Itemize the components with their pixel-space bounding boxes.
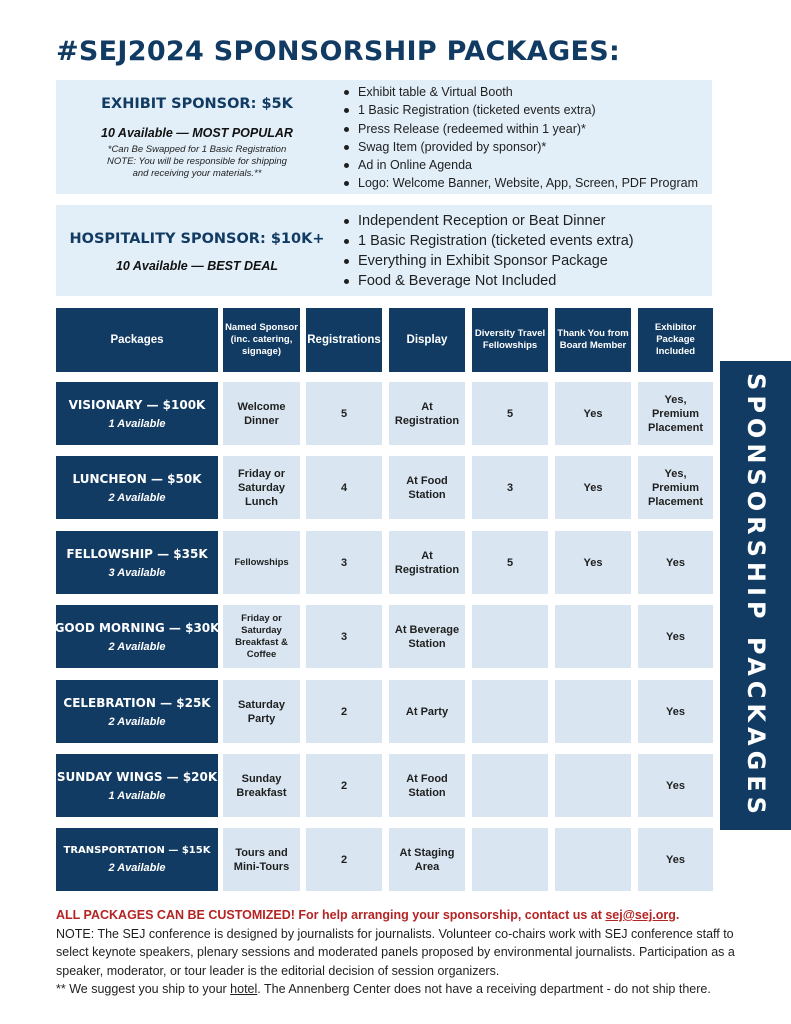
callout-end: . bbox=[675, 908, 680, 922]
table-header-thank-you: Thank You from Board Member bbox=[555, 308, 631, 372]
footer bbox=[56, 906, 736, 999]
page-title: #SEJ2024 SPONSORSHIP PACKAGES: bbox=[56, 36, 621, 67]
hotel-link[interactable]: hotel bbox=[230, 982, 258, 996]
fellowships-cell: 3 bbox=[472, 456, 548, 519]
registrations-cell: 2 bbox=[306, 680, 382, 743]
exhibit-sponsor-box bbox=[56, 80, 712, 194]
package-name: GOOD MORNING — $30K bbox=[54, 620, 220, 635]
exhibit-availability: 10 Available — MOST POPULAR bbox=[101, 126, 293, 140]
package-luncheon bbox=[56, 456, 218, 519]
package-availability: 1 Available bbox=[108, 789, 166, 802]
hospitality-benefits-list bbox=[341, 211, 634, 291]
package-availability: 2 Available bbox=[108, 715, 166, 728]
exhibit-heading: EXHIBIT SPONSOR: $5K bbox=[101, 96, 293, 112]
package-name: CELEBRATION — $25K bbox=[63, 695, 211, 710]
exhibit-note-line: NOTE: You will be responsible for shipping bbox=[107, 156, 287, 167]
list-item: Exhibit table & Virtual Booth bbox=[341, 83, 698, 101]
list-item: Ad in Online Agenda bbox=[341, 156, 698, 174]
exhibitor-cell: Yes, Premium Placement bbox=[638, 456, 713, 519]
exhibit-note-line: *Can Be Swapped for 1 Basic Registration bbox=[107, 144, 287, 155]
package-sunday-wings bbox=[56, 754, 218, 817]
hospitality-heading: HOSPITALITY SPONSOR: $10K+ bbox=[69, 231, 325, 247]
registrations-cell: 3 bbox=[306, 605, 382, 668]
table-header-packages: Packages bbox=[56, 308, 218, 372]
package-name: VISIONARY — $100K bbox=[68, 397, 206, 412]
package-name: LUNCHEON — $50K bbox=[72, 471, 202, 486]
registrations-cell: 4 bbox=[306, 456, 382, 519]
fellowships-cell bbox=[472, 754, 548, 817]
list-item: 1 Basic Registration (ticketed events extra) bbox=[341, 101, 698, 119]
named-sponsor-cell: Sunday Breakfast bbox=[223, 754, 300, 817]
table-header-display: Display bbox=[389, 308, 465, 372]
package-transportation bbox=[56, 828, 218, 891]
exhibit-benefits-list bbox=[341, 83, 698, 193]
named-sponsor-cell: Fellowships bbox=[223, 531, 300, 594]
package-good-morning bbox=[56, 605, 218, 668]
table-header-named-sponsor: Named Sponsor (inc. catering, signage) bbox=[223, 308, 300, 372]
hospitality-availability: 10 Available — BEST DEAL bbox=[115, 259, 279, 273]
package-fellowship bbox=[56, 531, 218, 594]
package-celebration bbox=[56, 680, 218, 743]
hospitality-sponsor-box bbox=[56, 205, 712, 296]
fellowships-cell bbox=[472, 828, 548, 891]
side-banner-text: SPONSORSHIP PACKAGES bbox=[741, 372, 770, 819]
exhibitor-cell: Yes bbox=[638, 754, 713, 817]
table-header-registrations: Registrations bbox=[306, 308, 382, 372]
package-availability: 3 Available bbox=[108, 566, 166, 579]
conference-note: NOTE: The SEJ conference is designed by journalists for journalists. Volunteer co-chairs work with SEJ conference staff to select keynote speakers, plenary sessions and moderated panels proposed by environmental journalists. Participation as a speaker, moderator, or tour leader is the editorial decision of session organizers. bbox=[56, 926, 735, 978]
thank-you-cell bbox=[555, 605, 631, 668]
named-sponsor-cell: Friday or Saturday Lunch bbox=[223, 456, 300, 519]
callout-text: ALL PACKAGES CAN BE CUSTOMIZED! For help arranging your sponsorship, contact us at bbox=[56, 908, 606, 922]
list-item: Independent Reception or Beat Dinner bbox=[341, 211, 634, 231]
registrations-cell: 3 bbox=[306, 531, 382, 594]
registrations-cell: 2 bbox=[306, 828, 382, 891]
fellowships-cell: 5 bbox=[472, 382, 548, 445]
exhibitor-cell: Yes bbox=[638, 680, 713, 743]
list-item: Press Release (redeemed within 1 year)* bbox=[341, 120, 698, 138]
exhibitor-cell: Yes bbox=[638, 605, 713, 668]
display-cell: At Party bbox=[389, 680, 465, 743]
customize-callout bbox=[56, 906, 736, 925]
list-item: 1 Basic Registration (ticketed events extra) bbox=[341, 231, 634, 251]
side-banner bbox=[720, 361, 791, 830]
display-cell: At Staging Area bbox=[389, 828, 465, 891]
thank-you-cell bbox=[555, 828, 631, 891]
fellowships-cell bbox=[472, 680, 548, 743]
thank-you-cell: Yes bbox=[555, 456, 631, 519]
named-sponsor-cell: Saturday Party bbox=[223, 680, 300, 743]
shipping-note bbox=[56, 980, 736, 999]
fellowships-cell bbox=[472, 605, 548, 668]
display-cell: At Registration bbox=[389, 531, 465, 594]
exhibitor-cell: Yes bbox=[638, 828, 713, 891]
thank-you-cell bbox=[555, 754, 631, 817]
exhibitor-cell: Yes bbox=[638, 531, 713, 594]
package-visionary bbox=[56, 382, 218, 445]
display-cell: At Registration bbox=[389, 382, 465, 445]
contact-email-link[interactable]: sej@sej.org bbox=[605, 908, 676, 922]
table-header-exhibitor: Exhibitor Package Included bbox=[638, 308, 713, 372]
package-name: FELLOWSHIP — $35K bbox=[66, 546, 208, 561]
thank-you-cell: Yes bbox=[555, 531, 631, 594]
list-item: Swag Item (provided by sponsor)* bbox=[341, 138, 698, 156]
named-sponsor-cell: Friday or Saturday Breakfast & Coffee bbox=[223, 605, 300, 668]
named-sponsor-cell: Tours and Mini-Tours bbox=[223, 828, 300, 891]
exhibit-note bbox=[56, 144, 338, 180]
hospitality-summary bbox=[56, 231, 338, 273]
package-name: SUNDAY WINGS — $20K bbox=[56, 769, 218, 784]
package-name: TRANSPORTATION — $15K bbox=[63, 845, 211, 856]
package-availability: 2 Available bbox=[108, 640, 166, 653]
package-availability: 1 Available bbox=[108, 417, 166, 430]
list-item: Everything in Exhibit Sponsor Package bbox=[341, 251, 634, 271]
display-cell: At Beverage Station bbox=[389, 605, 465, 668]
shipping-text: ** We suggest you ship to your bbox=[56, 982, 231, 996]
display-cell: At Food Station bbox=[389, 754, 465, 817]
package-availability: 2 Available bbox=[108, 491, 166, 504]
registrations-cell: 5 bbox=[306, 382, 382, 445]
registrations-cell: 2 bbox=[306, 754, 382, 817]
shipping-text-end: . The Annenberg Center does not have a receiving department - do not ship there. bbox=[257, 982, 711, 996]
display-cell: At Food Station bbox=[389, 456, 465, 519]
table-header-fellowships: Diversity Travel Fellowships bbox=[472, 308, 548, 372]
named-sponsor-cell: Welcome Dinner bbox=[223, 382, 300, 445]
exhibit-note-line: and receiving your materials.** bbox=[132, 168, 262, 179]
thank-you-cell bbox=[555, 680, 631, 743]
list-item: Logo: Welcome Banner, Website, App, Screen, PDF Program bbox=[341, 174, 698, 192]
exhibitor-cell: Yes, Premium Placement bbox=[638, 382, 713, 445]
package-availability: 2 Available bbox=[108, 862, 166, 874]
fellowships-cell: 5 bbox=[472, 531, 548, 594]
thank-you-cell: Yes bbox=[555, 382, 631, 445]
exhibit-summary bbox=[56, 96, 338, 180]
list-item: Food & Beverage Not Included bbox=[341, 271, 634, 291]
